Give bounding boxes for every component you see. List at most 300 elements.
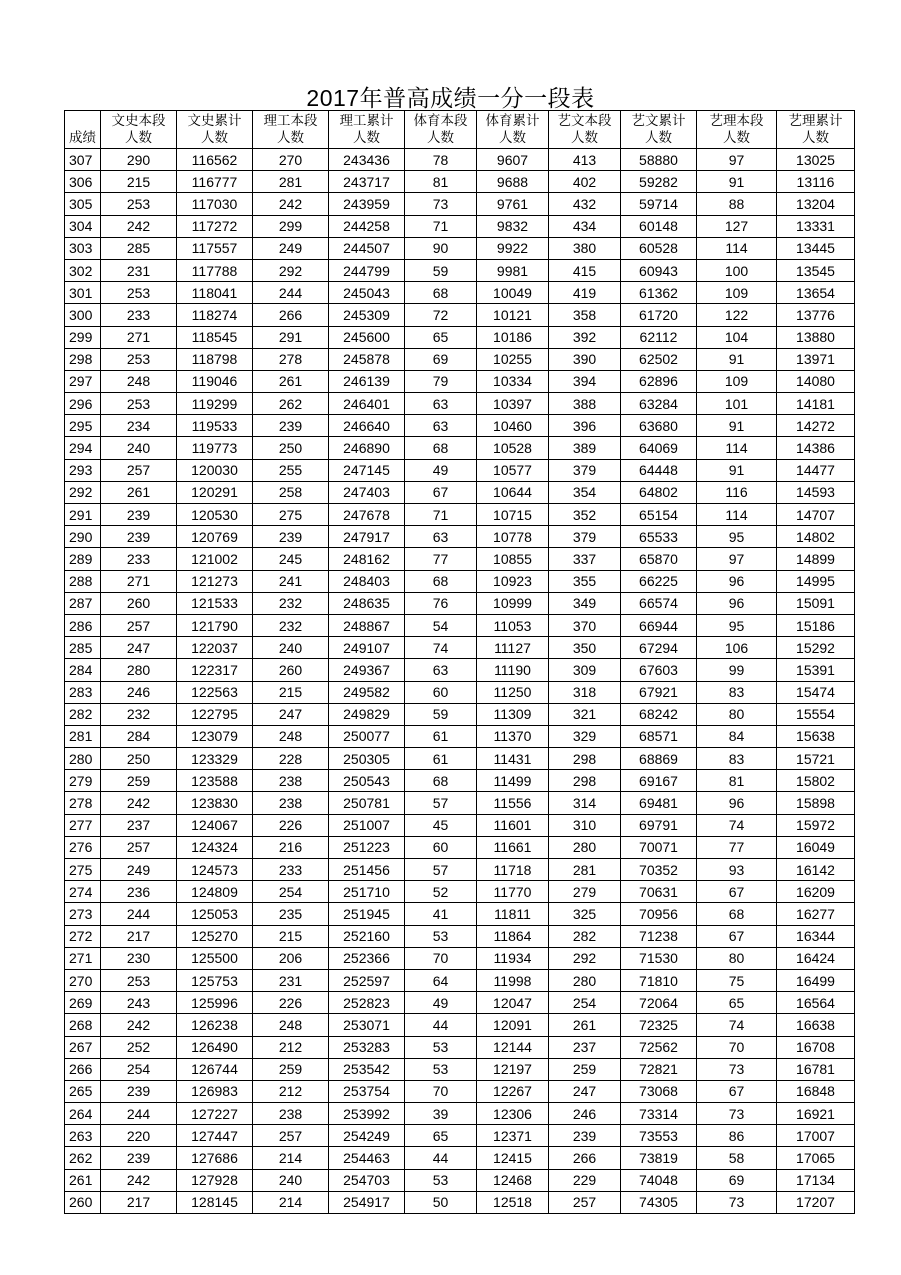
count-cell: 69167 bbox=[621, 770, 697, 792]
count-cell: 271 bbox=[101, 326, 177, 348]
score-cell: 274 bbox=[65, 881, 101, 903]
count-cell: 71810 bbox=[621, 969, 697, 991]
count-cell: 78 bbox=[405, 149, 477, 171]
count-cell: 61362 bbox=[621, 282, 697, 304]
count-cell: 10334 bbox=[477, 370, 549, 392]
count-cell: 91 bbox=[697, 415, 777, 437]
count-cell: 244507 bbox=[329, 237, 405, 259]
column-header-line1: 体育累计 bbox=[485, 112, 540, 129]
count-cell: 248 bbox=[253, 1014, 329, 1036]
table-row bbox=[65, 859, 855, 881]
score-cell: 271 bbox=[65, 947, 101, 969]
count-cell: 217 bbox=[101, 1191, 177, 1213]
count-cell: 242 bbox=[101, 1014, 177, 1036]
count-cell: 121273 bbox=[177, 570, 253, 592]
table-row bbox=[65, 259, 855, 281]
count-cell: 124067 bbox=[177, 814, 253, 836]
count-cell: 10121 bbox=[477, 304, 549, 326]
table-row bbox=[65, 1036, 855, 1058]
score-cell: 305 bbox=[65, 193, 101, 215]
count-cell: 49 bbox=[405, 992, 477, 1014]
count-cell: 254917 bbox=[329, 1191, 405, 1213]
count-cell: 292 bbox=[549, 947, 621, 969]
score-cell: 304 bbox=[65, 215, 101, 237]
count-cell: 11190 bbox=[477, 659, 549, 681]
count-cell: 232 bbox=[101, 703, 177, 725]
count-cell: 124809 bbox=[177, 881, 253, 903]
count-cell: 53 bbox=[405, 925, 477, 947]
count-cell: 68869 bbox=[621, 748, 697, 770]
count-cell: 126238 bbox=[177, 1014, 253, 1036]
count-cell: 11053 bbox=[477, 614, 549, 636]
count-cell: 74 bbox=[405, 637, 477, 659]
count-cell: 53 bbox=[405, 1036, 477, 1058]
table-row bbox=[65, 1125, 855, 1147]
count-cell: 72064 bbox=[621, 992, 697, 1014]
count-cell: 253 bbox=[101, 193, 177, 215]
count-cell: 10397 bbox=[477, 393, 549, 415]
score-cell: 266 bbox=[65, 1058, 101, 1080]
count-cell: 75 bbox=[697, 969, 777, 991]
count-cell: 69791 bbox=[621, 814, 697, 836]
count-cell: 62502 bbox=[621, 348, 697, 370]
count-cell: 116562 bbox=[177, 149, 253, 171]
count-cell: 280 bbox=[549, 836, 621, 858]
count-cell: 52 bbox=[405, 881, 477, 903]
count-cell: 262 bbox=[253, 393, 329, 415]
count-cell: 236 bbox=[101, 881, 177, 903]
count-cell: 16564 bbox=[777, 992, 855, 1014]
table-row bbox=[65, 748, 855, 770]
count-cell: 250543 bbox=[329, 770, 405, 792]
count-cell: 74 bbox=[697, 1014, 777, 1036]
count-cell: 226 bbox=[253, 992, 329, 1014]
count-cell: 325 bbox=[549, 903, 621, 925]
count-cell: 245043 bbox=[329, 282, 405, 304]
count-cell: 121002 bbox=[177, 548, 253, 570]
count-cell: 355 bbox=[549, 570, 621, 592]
table-row bbox=[65, 1103, 855, 1125]
count-cell: 11998 bbox=[477, 969, 549, 991]
count-cell: 247 bbox=[253, 703, 329, 725]
table-row bbox=[65, 814, 855, 836]
count-cell: 65 bbox=[405, 326, 477, 348]
count-cell: 14707 bbox=[777, 504, 855, 526]
count-cell: 15972 bbox=[777, 814, 855, 836]
score-cell: 287 bbox=[65, 592, 101, 614]
count-cell: 117788 bbox=[177, 259, 253, 281]
column-header-ligong-segment bbox=[253, 111, 329, 149]
score-cell: 283 bbox=[65, 681, 101, 703]
table-row bbox=[65, 1191, 855, 1213]
count-cell: 10186 bbox=[477, 326, 549, 348]
count-cell: 257 bbox=[253, 1125, 329, 1147]
count-cell: 70 bbox=[405, 947, 477, 969]
count-cell: 11770 bbox=[477, 881, 549, 903]
count-cell: 123079 bbox=[177, 725, 253, 747]
table-row bbox=[65, 193, 855, 215]
count-cell: 62112 bbox=[621, 326, 697, 348]
count-cell: 72 bbox=[405, 304, 477, 326]
count-cell: 93 bbox=[697, 859, 777, 881]
count-cell: 251710 bbox=[329, 881, 405, 903]
count-cell: 244 bbox=[101, 1103, 177, 1125]
count-cell: 67921 bbox=[621, 681, 697, 703]
count-cell: 10528 bbox=[477, 437, 549, 459]
count-cell: 247917 bbox=[329, 526, 405, 548]
count-cell: 16049 bbox=[777, 836, 855, 858]
count-cell: 244 bbox=[101, 903, 177, 925]
count-cell: 245309 bbox=[329, 304, 405, 326]
count-cell: 95 bbox=[697, 526, 777, 548]
table-row bbox=[65, 1058, 855, 1080]
count-cell: 12371 bbox=[477, 1125, 549, 1147]
count-cell: 81 bbox=[405, 171, 477, 193]
score-cell: 282 bbox=[65, 703, 101, 725]
column-header-line1: 艺文累计 bbox=[631, 112, 686, 129]
count-cell: 266 bbox=[253, 304, 329, 326]
column-header-line1: 艺理累计 bbox=[788, 112, 843, 129]
count-cell: 61 bbox=[405, 725, 477, 747]
count-cell: 96 bbox=[697, 592, 777, 614]
count-cell: 257 bbox=[549, 1191, 621, 1213]
header-row bbox=[65, 111, 855, 149]
column-header-line2: 人数 bbox=[723, 129, 750, 146]
count-cell: 64802 bbox=[621, 481, 697, 503]
table-row bbox=[65, 1147, 855, 1169]
count-cell: 39 bbox=[405, 1103, 477, 1125]
count-cell: 109 bbox=[697, 282, 777, 304]
count-cell: 59282 bbox=[621, 171, 697, 193]
count-cell: 14802 bbox=[777, 526, 855, 548]
count-cell: 278 bbox=[253, 348, 329, 370]
count-cell: 390 bbox=[549, 348, 621, 370]
count-cell: 279 bbox=[549, 881, 621, 903]
count-cell: 9761 bbox=[477, 193, 549, 215]
count-cell: 120291 bbox=[177, 481, 253, 503]
count-cell: 358 bbox=[549, 304, 621, 326]
table-row bbox=[65, 393, 855, 415]
count-cell: 96 bbox=[697, 792, 777, 814]
count-cell: 68571 bbox=[621, 725, 697, 747]
count-cell: 392 bbox=[549, 326, 621, 348]
count-cell: 96 bbox=[697, 570, 777, 592]
count-cell: 253 bbox=[101, 393, 177, 415]
count-cell: 285 bbox=[101, 237, 177, 259]
count-cell: 337 bbox=[549, 548, 621, 570]
count-cell: 13204 bbox=[777, 193, 855, 215]
count-cell: 65154 bbox=[621, 504, 697, 526]
count-cell: 63 bbox=[405, 659, 477, 681]
score-cell: 273 bbox=[65, 903, 101, 925]
score-cell: 298 bbox=[65, 348, 101, 370]
score-cell: 302 bbox=[65, 259, 101, 281]
count-cell: 125270 bbox=[177, 925, 253, 947]
count-cell: 16499 bbox=[777, 969, 855, 991]
count-cell: 389 bbox=[549, 437, 621, 459]
count-cell: 247403 bbox=[329, 481, 405, 503]
count-cell: 248 bbox=[253, 725, 329, 747]
count-cell: 244258 bbox=[329, 215, 405, 237]
count-cell: 261 bbox=[549, 1014, 621, 1036]
count-cell: 254 bbox=[253, 881, 329, 903]
count-cell: 246139 bbox=[329, 370, 405, 392]
count-cell: 69 bbox=[697, 1169, 777, 1191]
table-row bbox=[65, 1014, 855, 1036]
count-cell: 118274 bbox=[177, 304, 253, 326]
count-cell: 237 bbox=[549, 1036, 621, 1058]
count-cell: 216 bbox=[253, 836, 329, 858]
count-cell: 228 bbox=[253, 748, 329, 770]
score-cell: 275 bbox=[65, 859, 101, 881]
count-cell: 243959 bbox=[329, 193, 405, 215]
column-header-ligong-cumulative bbox=[329, 111, 405, 149]
count-cell: 80 bbox=[697, 947, 777, 969]
table-row bbox=[65, 370, 855, 392]
count-cell: 253283 bbox=[329, 1036, 405, 1058]
count-cell: 71 bbox=[405, 504, 477, 526]
count-cell: 370 bbox=[549, 614, 621, 636]
count-cell: 16209 bbox=[777, 881, 855, 903]
count-cell: 281 bbox=[549, 859, 621, 881]
count-cell: 70956 bbox=[621, 903, 697, 925]
count-cell: 10999 bbox=[477, 592, 549, 614]
count-cell: 11601 bbox=[477, 814, 549, 836]
count-cell: 125996 bbox=[177, 992, 253, 1014]
count-cell: 13776 bbox=[777, 304, 855, 326]
table-row bbox=[65, 881, 855, 903]
score-cell: 272 bbox=[65, 925, 101, 947]
count-cell: 126983 bbox=[177, 1080, 253, 1102]
table-row bbox=[65, 592, 855, 614]
score-cell: 269 bbox=[65, 992, 101, 1014]
count-cell: 14899 bbox=[777, 548, 855, 570]
count-cell: 396 bbox=[549, 415, 621, 437]
count-cell: 259 bbox=[101, 770, 177, 792]
count-cell: 329 bbox=[549, 725, 621, 747]
count-cell: 14995 bbox=[777, 570, 855, 592]
count-cell: 64448 bbox=[621, 459, 697, 481]
column-header-line2: 人数 bbox=[125, 129, 152, 146]
count-cell: 252366 bbox=[329, 947, 405, 969]
score-cell: 291 bbox=[65, 504, 101, 526]
table-row bbox=[65, 459, 855, 481]
column-header-line2: 成绩 bbox=[69, 130, 96, 146]
count-cell: 10049 bbox=[477, 282, 549, 304]
score-cell: 263 bbox=[65, 1125, 101, 1147]
count-cell: 73 bbox=[697, 1058, 777, 1080]
count-cell: 246 bbox=[549, 1103, 621, 1125]
table-row bbox=[65, 703, 855, 725]
count-cell: 120769 bbox=[177, 526, 253, 548]
count-cell: 67 bbox=[697, 881, 777, 903]
count-cell: 252 bbox=[101, 1036, 177, 1058]
count-cell: 415 bbox=[549, 259, 621, 281]
count-cell: 125753 bbox=[177, 969, 253, 991]
count-cell: 261 bbox=[101, 481, 177, 503]
count-cell: 60943 bbox=[621, 259, 697, 281]
count-cell: 10255 bbox=[477, 348, 549, 370]
table-row bbox=[65, 415, 855, 437]
count-cell: 234 bbox=[101, 415, 177, 437]
count-cell: 90 bbox=[405, 237, 477, 259]
count-cell: 11811 bbox=[477, 903, 549, 925]
score-cell: 270 bbox=[65, 969, 101, 991]
count-cell: 15554 bbox=[777, 703, 855, 725]
count-cell: 118798 bbox=[177, 348, 253, 370]
count-cell: 15186 bbox=[777, 614, 855, 636]
count-cell: 76 bbox=[405, 592, 477, 614]
count-cell: 16848 bbox=[777, 1080, 855, 1102]
count-cell: 11661 bbox=[477, 836, 549, 858]
count-cell: 352 bbox=[549, 504, 621, 526]
table-body bbox=[65, 149, 855, 1214]
count-cell: 127227 bbox=[177, 1103, 253, 1125]
count-cell: 15391 bbox=[777, 659, 855, 681]
count-cell: 17065 bbox=[777, 1147, 855, 1169]
count-cell: 249367 bbox=[329, 659, 405, 681]
count-cell: 86 bbox=[697, 1125, 777, 1147]
count-cell: 229 bbox=[549, 1169, 621, 1191]
column-header-line1: 艺理本段 bbox=[709, 112, 764, 129]
table-row bbox=[65, 725, 855, 747]
count-cell: 124324 bbox=[177, 836, 253, 858]
count-cell: 257 bbox=[101, 614, 177, 636]
count-cell: 212 bbox=[253, 1036, 329, 1058]
count-cell: 240 bbox=[101, 437, 177, 459]
count-cell: 10644 bbox=[477, 481, 549, 503]
count-cell: 60 bbox=[405, 681, 477, 703]
score-cell: 301 bbox=[65, 282, 101, 304]
count-cell: 125053 bbox=[177, 903, 253, 925]
count-cell: 63 bbox=[405, 526, 477, 548]
count-cell: 252160 bbox=[329, 925, 405, 947]
count-cell: 17007 bbox=[777, 1125, 855, 1147]
table-row bbox=[65, 614, 855, 636]
count-cell: 118545 bbox=[177, 326, 253, 348]
score-cell: 290 bbox=[65, 526, 101, 548]
score-cell: 303 bbox=[65, 237, 101, 259]
count-cell: 240 bbox=[253, 637, 329, 659]
count-cell: 249582 bbox=[329, 681, 405, 703]
count-cell: 432 bbox=[549, 193, 621, 215]
count-cell: 12306 bbox=[477, 1103, 549, 1125]
count-cell: 10855 bbox=[477, 548, 549, 570]
count-cell: 77 bbox=[697, 836, 777, 858]
count-cell: 128145 bbox=[177, 1191, 253, 1213]
count-cell: 239 bbox=[253, 526, 329, 548]
count-cell: 280 bbox=[549, 969, 621, 991]
count-cell: 13331 bbox=[777, 215, 855, 237]
count-cell: 58880 bbox=[621, 149, 697, 171]
count-cell: 230 bbox=[101, 947, 177, 969]
count-cell: 65 bbox=[405, 1125, 477, 1147]
table-row bbox=[65, 504, 855, 526]
count-cell: 16921 bbox=[777, 1103, 855, 1125]
count-cell: 434 bbox=[549, 215, 621, 237]
count-cell: 17207 bbox=[777, 1191, 855, 1213]
count-cell: 13971 bbox=[777, 348, 855, 370]
table-row bbox=[65, 1080, 855, 1102]
count-cell: 61 bbox=[405, 748, 477, 770]
count-cell: 125500 bbox=[177, 947, 253, 969]
count-cell: 250305 bbox=[329, 748, 405, 770]
score-cell: 284 bbox=[65, 659, 101, 681]
count-cell: 69 bbox=[405, 348, 477, 370]
table-row bbox=[65, 836, 855, 858]
count-cell: 254 bbox=[101, 1058, 177, 1080]
count-cell: 126490 bbox=[177, 1036, 253, 1058]
count-cell: 73 bbox=[405, 193, 477, 215]
count-cell: 101 bbox=[697, 393, 777, 415]
count-cell: 119046 bbox=[177, 370, 253, 392]
count-cell: 121533 bbox=[177, 592, 253, 614]
table-row bbox=[65, 548, 855, 570]
score-cell: 288 bbox=[65, 570, 101, 592]
count-cell: 73819 bbox=[621, 1147, 697, 1169]
count-cell: 74048 bbox=[621, 1169, 697, 1191]
count-cell: 64069 bbox=[621, 437, 697, 459]
count-cell: 119533 bbox=[177, 415, 253, 437]
score-cell: 297 bbox=[65, 370, 101, 392]
count-cell: 72562 bbox=[621, 1036, 697, 1058]
count-cell: 253071 bbox=[329, 1014, 405, 1036]
count-cell: 83 bbox=[697, 748, 777, 770]
count-cell: 249829 bbox=[329, 703, 405, 725]
count-cell: 239 bbox=[101, 1080, 177, 1102]
count-cell: 275 bbox=[253, 504, 329, 526]
count-cell: 251945 bbox=[329, 903, 405, 925]
column-header-yili-cumulative bbox=[777, 111, 855, 149]
count-cell: 120530 bbox=[177, 504, 253, 526]
column-header-line2: 人数 bbox=[427, 129, 454, 146]
count-cell: 77 bbox=[405, 548, 477, 570]
count-cell: 253542 bbox=[329, 1058, 405, 1080]
score-cell: 276 bbox=[65, 836, 101, 858]
column-header-line2: 人数 bbox=[499, 129, 526, 146]
count-cell: 44 bbox=[405, 1014, 477, 1036]
count-cell: 79 bbox=[405, 370, 477, 392]
count-cell: 109 bbox=[697, 370, 777, 392]
count-cell: 15091 bbox=[777, 592, 855, 614]
count-cell: 58 bbox=[697, 1147, 777, 1169]
count-cell: 394 bbox=[549, 370, 621, 392]
count-cell: 122 bbox=[697, 304, 777, 326]
count-cell: 65533 bbox=[621, 526, 697, 548]
table-row bbox=[65, 304, 855, 326]
count-cell: 49 bbox=[405, 459, 477, 481]
count-cell: 270 bbox=[253, 149, 329, 171]
count-cell: 246401 bbox=[329, 393, 405, 415]
score-cell: 293 bbox=[65, 459, 101, 481]
count-cell: 246640 bbox=[329, 415, 405, 437]
column-header-yiwen-segment bbox=[549, 111, 621, 149]
count-cell: 419 bbox=[549, 282, 621, 304]
count-cell: 127 bbox=[697, 215, 777, 237]
count-cell: 124573 bbox=[177, 859, 253, 881]
count-cell: 50 bbox=[405, 1191, 477, 1213]
count-cell: 260 bbox=[101, 592, 177, 614]
count-cell: 237 bbox=[101, 814, 177, 836]
count-cell: 14386 bbox=[777, 437, 855, 459]
column-header-line2: 人数 bbox=[645, 129, 672, 146]
count-cell: 91 bbox=[697, 171, 777, 193]
count-cell: 349 bbox=[549, 592, 621, 614]
count-cell: 97 bbox=[697, 548, 777, 570]
count-cell: 245878 bbox=[329, 348, 405, 370]
count-cell: 15898 bbox=[777, 792, 855, 814]
count-cell: 117030 bbox=[177, 193, 253, 215]
